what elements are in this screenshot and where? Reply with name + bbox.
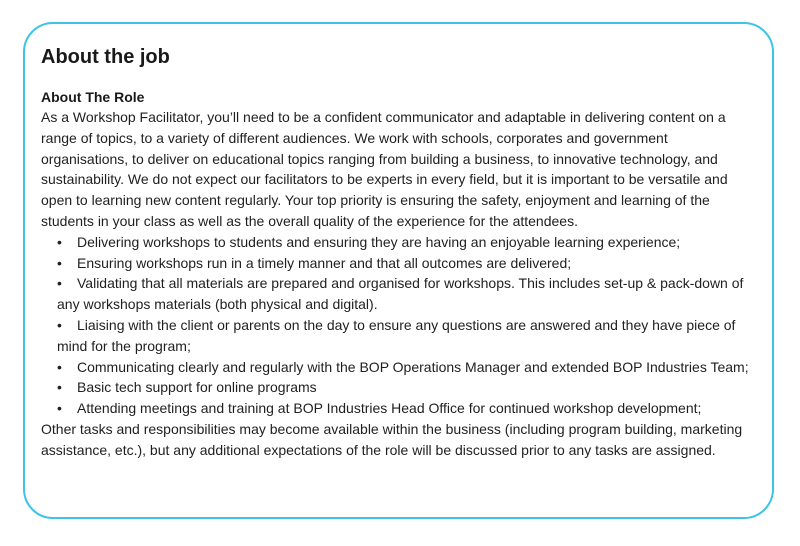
bullet-icon [57,377,77,398]
list-item-text: Basic tech support for online programs [77,379,317,396]
job-description-content [41,44,756,461]
list-item-text: Validating that all materials are prepared and organised for workshops. This includes set-up & pack-down of any workshops materials (both physical and digital). [57,275,744,313]
list-item [41,377,756,398]
bullet-icon [57,273,77,294]
list-item [41,357,756,378]
list-item [41,398,756,419]
list-item [41,253,756,274]
bullet-icon [57,253,77,274]
bullet-icon [57,357,77,378]
list-item-text: Attending meetings and training at BOP Industries Head Office for continued workshop development; [77,400,702,417]
role-intro: As a Workshop Facilitator, you’ll need to be a confident communicator and adaptable in delivering content on a range of topics, to a variety of different audiences. We work with schools, corporates and government organisations, to deliver on educational topics ranging from building a business, to innovative technology, and sustainability. We do not expect our facilitators to be experts in every field, but it is important to be versatile and open to learning new content regularly. Your top priority is ensuring the safety, enjoyment and learning of the students in your class as well as the overall quality of the experience for the attendees. [41,109,728,229]
list-item-text: Liaising with the client or parents on the day to ensure any questions are answered and they have piece of mind for the program; [57,316,736,354]
list-item-text: Ensuring workshops run in a timely manner and that all outcomes are delivered; [77,254,572,271]
list-item [41,315,756,357]
bullet-icon [57,315,77,336]
bullet-icon [57,398,77,419]
responsibilities-list [41,232,756,419]
role-closing: Other tasks and responsibilities may become available within the business (including program building, marketing assistance, etc.), but any additional expectations of the role will be discussed prior to any tasks are assigned. [41,420,743,458]
section-title: About the job [41,46,170,68]
job-description-card [23,22,774,519]
list-item [41,273,756,315]
list-item [41,232,756,253]
bullet-icon [57,232,77,253]
role-heading: About The Role [41,89,145,105]
list-item-text: Delivering workshops to students and ensuring they are having an enjoyable learning experience; [77,233,681,250]
list-item-text: Communicating clearly and regularly with the BOP Operations Manager and extended BOP Industries Team; [77,358,749,375]
